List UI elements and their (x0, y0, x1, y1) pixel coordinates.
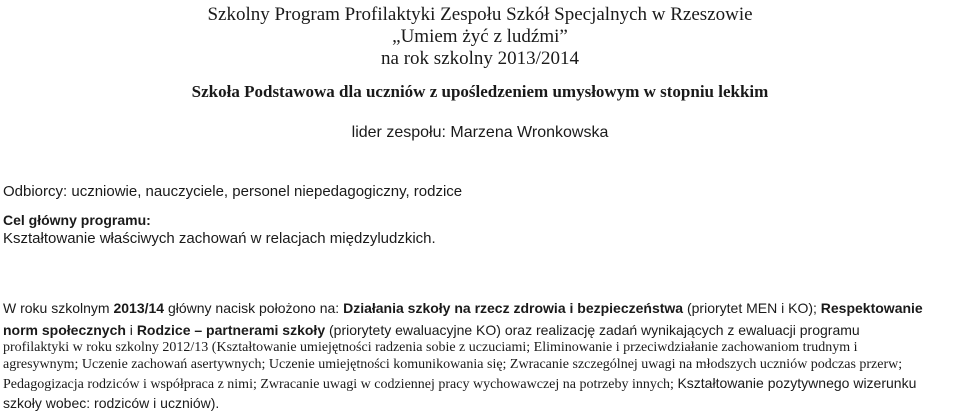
paragraph-line (3, 322, 958, 338)
paragraph-text: i (125, 322, 137, 338)
paragraph-line: agresywnym; Uczenie zachowań asertywnych; Uczenie umiejętności komunikowania się; Zwracanie szczególnej uwagi na młodszych uczniów podczas przerw; (3, 357, 903, 372)
paragraph-line (3, 300, 958, 316)
paragraph-emphasis: Działania szkoły na rzecz zdrowia i bezpieczeństwa (343, 300, 684, 316)
paragraph-emphasis: Respektowanie (820, 300, 923, 316)
title-line-2: „Umiem żyć z ludźmi” (392, 26, 568, 47)
goal-heading: Cel główny programu: (3, 212, 151, 228)
paragraph-text: W roku szkolnym (3, 300, 114, 316)
audience-line: Odbiorcy: uczniowie, nauczyciele, personel niepedagogiczny, rodzice (3, 183, 463, 200)
goal-text: Kształtowanie właściwych zachowań w relacjach międzyludzkich. (3, 230, 436, 247)
title-line-3: na rok szkolny 2013/2014 (381, 48, 579, 69)
title-line-1: Szkolny Program Profilaktyki Zespołu Szkół Specjalnych w Rzeszowie (207, 4, 753, 25)
team-lead: lider zespołu: Marzena Wronkowska (351, 124, 609, 141)
paragraph-line: szkoły wobec: rodziców i uczniów). (3, 395, 220, 411)
paragraph-line: profilaktyki w roku szkolny 2012/13 (Kształtowanie umiejętności radzenia sobie z uczuciami; Eliminowanie i przeciwdziałanie zachowaniom trudnym i (3, 340, 858, 355)
school-name: Szkoła Podstawowa dla uczniów z upośledzeniem umysłowym w stopniu lekkim (191, 82, 769, 101)
paragraph-text: główny nacisk położono na: (164, 300, 344, 316)
paragraph-text: Kształtowanie pozytywnego wizerunku (677, 375, 917, 391)
paragraph-text: (priorytety ewaluacyjne KO) oraz realizację zadań wynikających z ewaluacji programu (325, 322, 860, 338)
paragraph-text: Pedagogizacja rodziców i współpraca z nimi; Zwracanie uwagi w codziennej pracy wychowawczej na potrzeby innych; (3, 377, 678, 392)
paragraph-line (3, 375, 958, 393)
paragraph-year: 2013/14 (113, 300, 165, 316)
paragraph-text: (priorytet MEN i KO); (683, 300, 821, 316)
paragraph-emphasis: Rodzice – partnerami szkoły (136, 322, 326, 338)
paragraph-emphasis: norm społecznych (3, 322, 126, 338)
